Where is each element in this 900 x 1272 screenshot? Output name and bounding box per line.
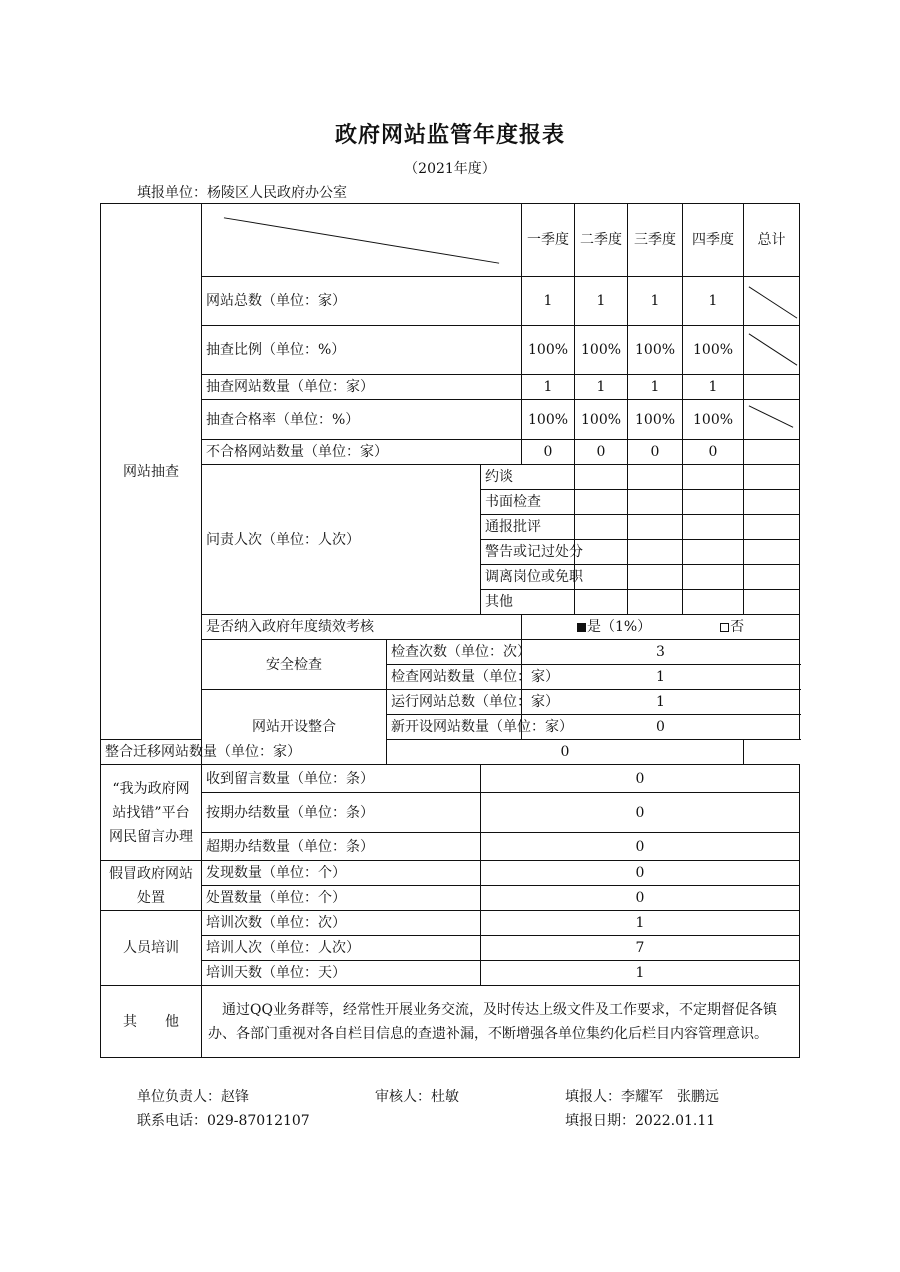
cell-q2: 100% <box>575 326 628 375</box>
cell-q3: 100% <box>628 400 683 440</box>
cell-q4: 0 <box>683 440 744 465</box>
empty-cell <box>628 465 683 490</box>
section-security: 安全检查 <box>202 640 387 690</box>
table-row <box>101 465 800 490</box>
accountability-item: 其他 <box>481 590 575 615</box>
table-row <box>101 986 800 1058</box>
header-q3: 三季度 <box>628 204 683 277</box>
table-row <box>101 690 800 715</box>
report-table <box>100 203 800 1058</box>
row-label: 收到留言数量（单位：条） <box>202 765 481 793</box>
empty-cell <box>628 590 683 615</box>
row-value: 0 <box>387 740 744 765</box>
empty-cell <box>683 540 744 565</box>
table-row <box>101 400 800 440</box>
cell-q3: 1 <box>628 277 683 326</box>
row-value: 1 <box>481 961 800 986</box>
cell-total-na <box>744 400 800 440</box>
cell-total <box>744 440 800 465</box>
section-consolidation: 网站开设整合 <box>202 690 387 765</box>
checkbox-no <box>720 623 729 632</box>
report-year: （2021年度） <box>404 161 496 177</box>
accountability-item: 警告或记过处分 <box>481 540 575 565</box>
cell-q4: 100% <box>683 400 744 440</box>
table-row <box>101 765 800 793</box>
row-label: 新开设网站数量（单位：家） <box>387 715 522 740</box>
row-value: 0 <box>481 861 800 886</box>
row-label: 培训人次（单位：人次） <box>202 936 481 961</box>
empty-cell <box>744 540 800 565</box>
row-label: 培训次数（单位：次） <box>202 911 481 936</box>
row-value: 0 <box>481 793 800 833</box>
cell-q2: 1 <box>575 375 628 400</box>
footer-date: 填报日期：2022.01.11 <box>565 1113 716 1129</box>
section-error-platform: “我为政府网站找错”平台网民留言办理 <box>101 765 202 861</box>
row-label: 检查次数（单位：次） <box>387 640 522 665</box>
section-fake-sites: 假冒政府网站处置 <box>101 861 202 911</box>
accountability-item: 通报批评 <box>481 515 575 540</box>
section-training: 人员培训 <box>101 911 202 986</box>
row-value: 0 <box>481 886 800 911</box>
table-row <box>101 440 800 465</box>
accountability-item: 调离岗位或免职 <box>481 565 575 590</box>
kpi-label: 是否纳入政府年度绩效考核 <box>202 615 522 640</box>
empty-cell <box>683 490 744 515</box>
empty-cell <box>683 465 744 490</box>
row-label: 培训天数（单位：天） <box>202 961 481 986</box>
cell-q3: 100% <box>628 326 683 375</box>
cell-q1: 100% <box>522 400 575 440</box>
diagonal-line <box>202 204 521 276</box>
diagonal-line <box>744 277 799 325</box>
row-label: 抽查比例（单位：%） <box>202 326 522 375</box>
checkbox-yes <box>577 623 586 632</box>
empty-cell <box>575 465 628 490</box>
empty-cell <box>683 515 744 540</box>
diagonal-line <box>744 326 799 374</box>
accountability-label: 问责人次（单位：人次） <box>202 465 481 615</box>
header-diagonal-cell <box>202 204 522 277</box>
row-label: 超期办结数量（单位：条） <box>202 833 481 861</box>
row-label: 运行网站总数（单位：家） <box>387 690 522 715</box>
table-row <box>101 961 800 986</box>
row-label: 抽查合格率（单位：%） <box>202 400 522 440</box>
table-row <box>101 615 800 640</box>
row-value: 0 <box>481 765 800 793</box>
row-value: 7 <box>481 936 800 961</box>
header-total: 总计 <box>744 204 800 277</box>
row-value: 0 <box>481 833 800 861</box>
row-value: 1 <box>522 690 800 715</box>
row-label: 按期办结数量（单位：条） <box>202 793 481 833</box>
row-label: 抽查网站数量（单位：家） <box>202 375 522 400</box>
footer-filler: 填报人：李耀军 张鹏远 <box>565 1089 719 1105</box>
filing-unit: 填报单位：杨陵区人民政府办公室 <box>137 185 347 201</box>
kpi-options <box>522 615 800 640</box>
footer-leader: 单位负责人：赵锋 <box>137 1089 249 1105</box>
row-label: 整合迁移网站数量（单位：家） <box>101 740 387 765</box>
footer-reviewer: 审核人：杜敏 <box>375 1089 459 1105</box>
row-value: 0 <box>522 715 800 740</box>
report-title: 政府网站监管年度报表 <box>334 123 565 148</box>
table-row <box>101 936 800 961</box>
row-value: 1 <box>522 665 800 690</box>
cell-total-na <box>744 326 800 375</box>
cell-q4: 100% <box>683 326 744 375</box>
cell-q2: 1 <box>575 277 628 326</box>
kpi-yes-label: 是（1%） <box>586 619 652 635</box>
header-q2: 二季度 <box>575 204 628 277</box>
cell-q2: 0 <box>575 440 628 465</box>
header-q4: 四季度 <box>683 204 744 277</box>
table-row <box>101 793 800 833</box>
table-row <box>101 375 800 400</box>
empty-cell <box>683 590 744 615</box>
table-row <box>101 911 800 936</box>
table-row <box>101 886 800 911</box>
row-label: 检查网站数量（单位：家） <box>387 665 522 690</box>
cell-q3: 0 <box>628 440 683 465</box>
table-row <box>101 640 800 665</box>
empty-cell <box>628 515 683 540</box>
cell-q1: 100% <box>522 326 575 375</box>
empty-cell <box>744 565 800 590</box>
empty-cell <box>575 590 628 615</box>
empty-cell <box>744 465 800 490</box>
cell-q4: 1 <box>683 277 744 326</box>
empty-cell <box>575 490 628 515</box>
empty-cell <box>683 565 744 590</box>
cell-q2: 100% <box>575 400 628 440</box>
table-row <box>101 740 800 765</box>
cell-q3: 1 <box>628 375 683 400</box>
row-label: 发现数量（单位：个） <box>202 861 481 886</box>
accountability-item: 书面检查 <box>481 490 575 515</box>
row-label: 不合格网站数量（单位：家） <box>202 440 522 465</box>
table-row <box>101 277 800 326</box>
diagonal-line <box>744 400 799 439</box>
accountability-item: 约谈 <box>481 465 575 490</box>
row-label: 处置数量（单位：个） <box>202 886 481 911</box>
empty-cell <box>628 540 683 565</box>
empty-cell <box>575 515 628 540</box>
cell-q1: 1 <box>522 277 575 326</box>
table-row <box>101 861 800 886</box>
section-other: 其 他 <box>101 986 202 1058</box>
table-row <box>101 833 800 861</box>
footer-phone: 联系电话：029-87012107 <box>137 1113 310 1129</box>
header-q1: 一季度 <box>522 204 575 277</box>
empty-cell <box>628 565 683 590</box>
cell-q1: 1 <box>522 375 575 400</box>
empty-cell <box>744 515 800 540</box>
row-label: 网站总数（单位：家） <box>202 277 522 326</box>
cell-total-na <box>744 277 800 326</box>
empty-cell <box>744 490 800 515</box>
section-sampling: 网站抽查 <box>101 204 202 740</box>
other-text: 通过QQ业务群等，经常性开展业务交流，及时传达上级文件及工作要求，不定期督促各镇办、各部门重视对各自栏目信息的查遗补漏，不断增强各单位集约化后栏目内容管理意识。 <box>202 986 800 1058</box>
row-value: 1 <box>481 911 800 936</box>
empty-cell <box>628 490 683 515</box>
cell-q4: 1 <box>683 375 744 400</box>
kpi-no-label: 否 <box>730 619 745 635</box>
row-value: 3 <box>522 640 800 665</box>
cell-q1: 0 <box>522 440 575 465</box>
table-row <box>101 326 800 375</box>
cell-total <box>744 375 800 400</box>
empty-cell <box>744 590 800 615</box>
